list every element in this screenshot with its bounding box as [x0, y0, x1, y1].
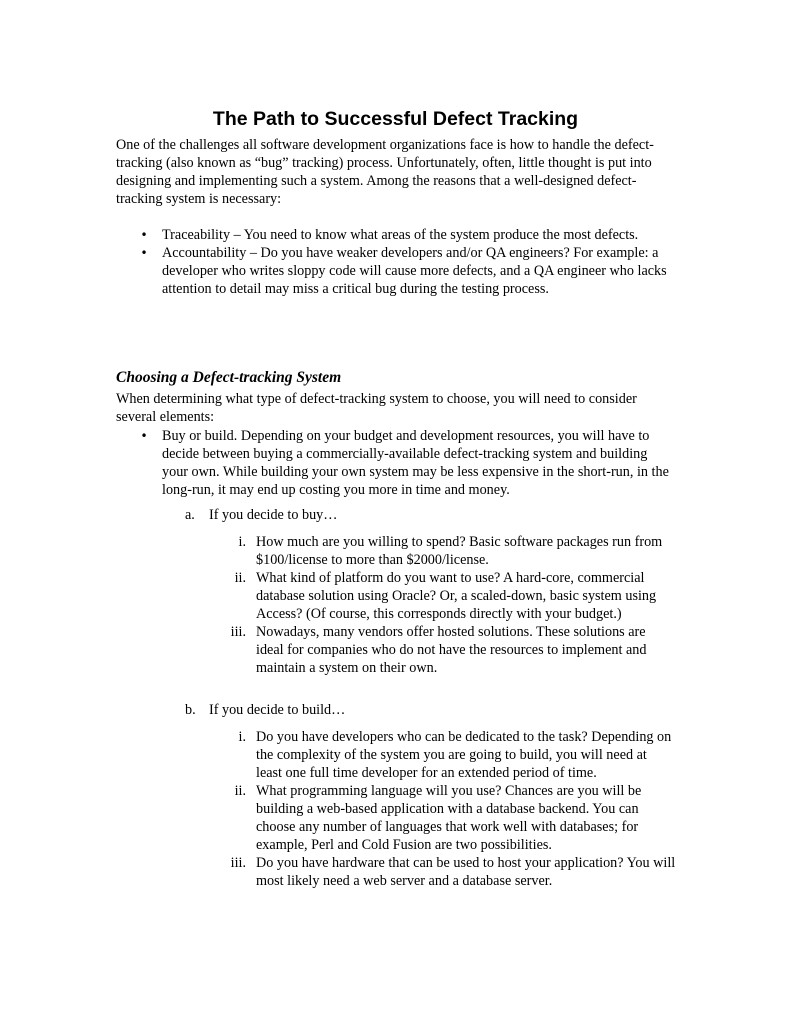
list-number: ii.: [234, 570, 246, 586]
list-item: [216, 533, 676, 569]
list-item: [116, 226, 676, 244]
reason-traceability: Traceability – You need to know what areas of the system produce the most defects.: [162, 227, 639, 243]
list-item: [116, 244, 676, 298]
buy-subheading: [185, 506, 337, 524]
list-number: ii.: [234, 783, 246, 799]
page-title: The Path to Successful Defect Tracking: [212, 108, 579, 130]
list-item: [216, 728, 676, 782]
buy-or-build-text: Buy or build. Depending on your budget and development resources, you will have to decide between buying a commercially-available defect-tracking system and building your own. While building your own system may be less expensive in the short-run, in the long-run, it may end up costing you more in time and money.: [162, 428, 669, 498]
buy-questions-list: [216, 533, 676, 677]
bullet-icon: •: [140, 228, 148, 242]
reason-accountability: Accountability – Do you have weaker developers and/or QA engineers? For example: a developer who writes sloppy code will cause more defects, and a QA engineer who lacks attention to detail may miss a critical bug during the testing process.: [162, 245, 667, 297]
build-questions-list: [216, 728, 676, 890]
list-item: [216, 569, 676, 623]
list-number: i.: [238, 534, 246, 550]
intro-paragraph: One of the challenges all software development organizations face is how to handle the defect-tracking (also known as “bug” tracking) process. Unfortunately, often, little thought is put into designing and implementing such a system. Among the reasons that a well-designed defect-tracking system is necessary:: [116, 137, 654, 207]
section-intro-paragraph: When determining what type of defect-tracking system to choose, you will need to consider several elements:: [116, 391, 637, 425]
list-item-text: What programming language will you use? Chances are you will be building a web-based application with a database backend. You can choose any number of languages that work well with databases; for example, Perl and Cold Fusion are two possibilities.: [256, 783, 642, 853]
list-item: [216, 782, 676, 854]
build-label: If you decide to build…: [209, 702, 346, 718]
list-number: iii.: [230, 624, 246, 640]
list-item-text: What kind of platform do you want to use? A hard-core, commercial database solution using Oracle? Or, a scaled-down, basic system using Access? (Of course, this corresponds directly with your budget.): [256, 570, 657, 622]
list-number: i.: [238, 729, 246, 745]
reasons-list: [116, 226, 676, 298]
list-item-text: How much are you willing to spend? Basic software packages run from $100/license to more than $2000/license.: [256, 534, 663, 568]
bullet-icon: •: [140, 429, 148, 443]
bullet-icon: •: [140, 246, 148, 260]
list-item: [116, 427, 676, 499]
list-number: iii.: [230, 855, 246, 871]
build-subheading: [185, 701, 345, 719]
considerations-list: [116, 427, 676, 499]
list-item: [216, 623, 676, 677]
list-item: [216, 854, 676, 890]
buy-label: If you decide to buy…: [209, 507, 338, 523]
list-item-text: Nowadays, many vendors offer hosted solutions. These solutions are ideal for companies who do not have the resources to implement and maintain a system on their own.: [256, 624, 647, 676]
list-marker: a.: [185, 507, 195, 523]
list-item-text: Do you have hardware that can be used to host your application? You will most likely need a web server and a database server.: [256, 855, 676, 889]
list-marker: b.: [185, 702, 196, 718]
list-item-text: Do you have developers who can be dedicated to the task? Depending on the complexity of the system you are going to build, you will need at least one full time developer for an extended period of time.: [256, 729, 672, 781]
section-heading: Choosing a Defect-tracking System: [116, 369, 342, 386]
